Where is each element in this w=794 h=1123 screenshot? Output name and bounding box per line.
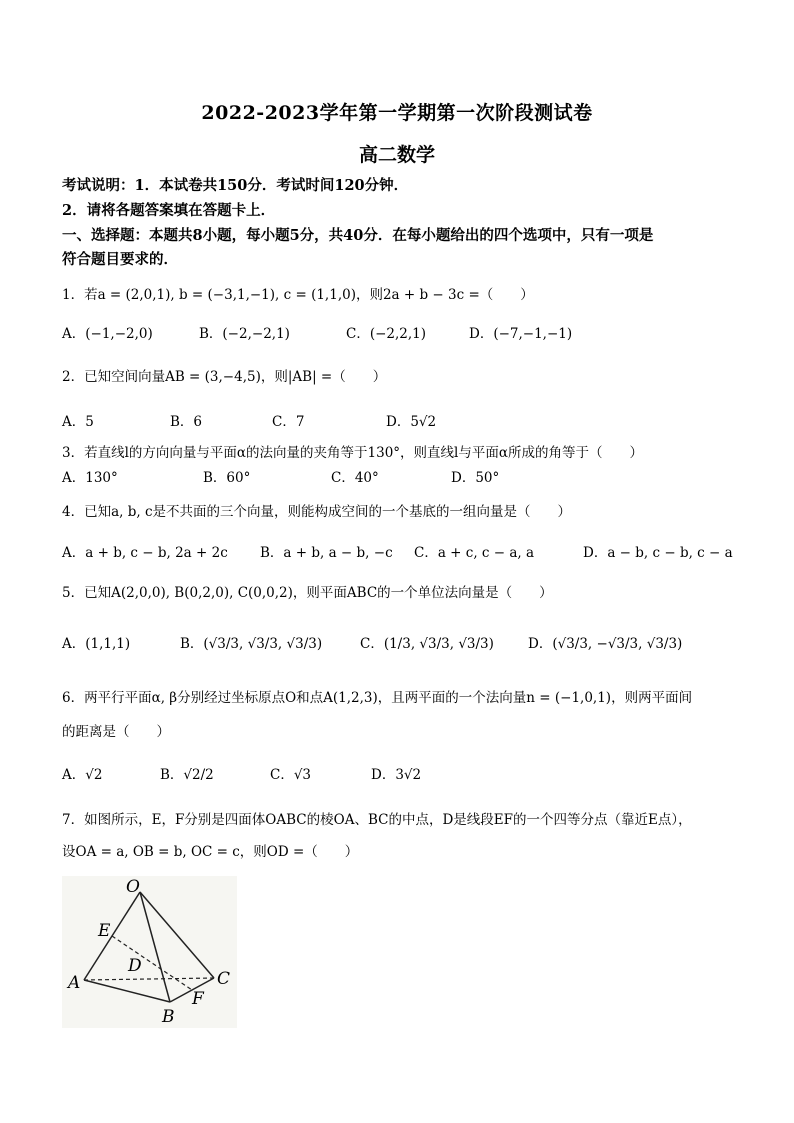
section-heading-line-2: 符合题目要求的． [62,251,178,268]
question-7-stem-line-2: 设OA = a, OB = b, OC = c，则OD =（ ） [62,844,359,860]
question-4-option-c: C．a + c, c − a, a [414,545,535,561]
question-1-options [62,322,742,342]
question-6-stem-line-1: 6．两平行平面α, β分别经过坐标原点O和点A(1,2,3)，且两平面的一个法向量n = (−1,0,1)，则两平面间 [62,690,693,706]
exam-subject: 高二数学 [358,144,435,166]
tetrahedron-diagram [62,876,237,1028]
question-6-option-b: B．√2/2 [160,767,214,783]
question-2-option-c: C．7 [272,414,305,430]
question-2-option-b: B．6 [170,414,203,430]
question-5-options [62,622,752,666]
label-f: F [192,989,204,1009]
question-4-option-d: D．a − b, c − b, c − a [583,545,733,561]
label-a: A [68,973,81,993]
question-3-option-c: C．40° [331,470,379,486]
label-e: E [98,921,111,941]
section-heading-line-1: 一、选择题：本题共8小题，每小题5分，共40分．在每小题给出的四个选项中，只有一项是 [62,227,654,244]
question-4-option-b: B．a + b, a − b, −c [260,545,393,561]
label-c: C [217,969,231,989]
question-6-options [62,763,742,787]
question-2-stem: 2．已知空间向量AB = (3,−4,5)，则|AB| =（ ） [62,369,387,385]
question-5-option-c: C．(1/3, √3/3, √3/3) [360,636,494,652]
question-1-option-c: C．(−2,2,1) [346,326,427,342]
question-6-option-a: A．√2 [62,767,103,783]
label-b: B [162,1007,175,1027]
question-7-stem-line-1: 7．如图所示，E，F分别是四面体OABC的棱OA、BC的中点，D是线段EF的一个四等分点（靠近E点）， [62,812,692,828]
question-1-stem: 1．若a = (2,0,1), b = (−3,1,−1), c = (1,1,0)，则2a + b − 3c =（ ） [62,287,534,303]
tetrahedron-figure [62,876,237,1028]
question-6-option-c: C．√3 [270,767,312,783]
question-4-options [62,541,742,561]
question-4-stem: 4．已知a, b, c是不共面的三个向量，则能构成空间的一个基底的一组向量是（ ） [62,504,572,520]
question-6-stem-line-2: 的距离是（ ） [62,724,170,740]
question-1-option-a: A．(−1,−2,0) [62,326,153,342]
instructions-line-1: 考试说明：1．本试卷共150分．考试时间120分钟． [62,177,409,194]
question-1-option-b: B．(−2,−2,1) [199,326,290,342]
question-5-stem: 5．已知A(2,0,0), B(0,2,0), C(0,0,2)，则平面ABC的一个单位法向量是（ ） [62,585,553,601]
question-3-option-a: A．130° [62,470,118,486]
question-2-options [62,410,742,430]
question-5-option-b: B．(√3/3, √3/3, √3/3) [180,636,323,652]
question-2-option-d: D．5√2 [386,414,437,430]
question-6-option-d: D．3√2 [371,767,422,783]
label-d: D [128,956,142,976]
question-5-option-a: A．(1,1,1) [62,636,131,652]
instructions-line-2: 2．请将各题答案填在答题卡上． [62,202,276,219]
figure-background [62,876,237,1028]
question-5-option-d: D．(√3/3, −√3/3, √3/3) [528,636,683,652]
question-1-option-d: D．(−7,−1,−1) [469,326,573,342]
exam-title: 2022-2023学年第一学期第一次阶段测试卷 [201,102,593,124]
question-3-options [62,466,742,486]
question-4-option-a: A．a + b, c − b, 2a + 2c [62,545,228,561]
question-2-option-a: A．5 [62,414,94,430]
question-3-option-b: B．60° [203,470,251,486]
question-3-stem: 3．若直线l的方向向量与平面α的法向量的夹角等于130°，则直线l与平面α所成的角等于（ ） [62,445,643,461]
question-3-option-d: D．50° [451,470,500,486]
label-o: O [126,877,140,897]
